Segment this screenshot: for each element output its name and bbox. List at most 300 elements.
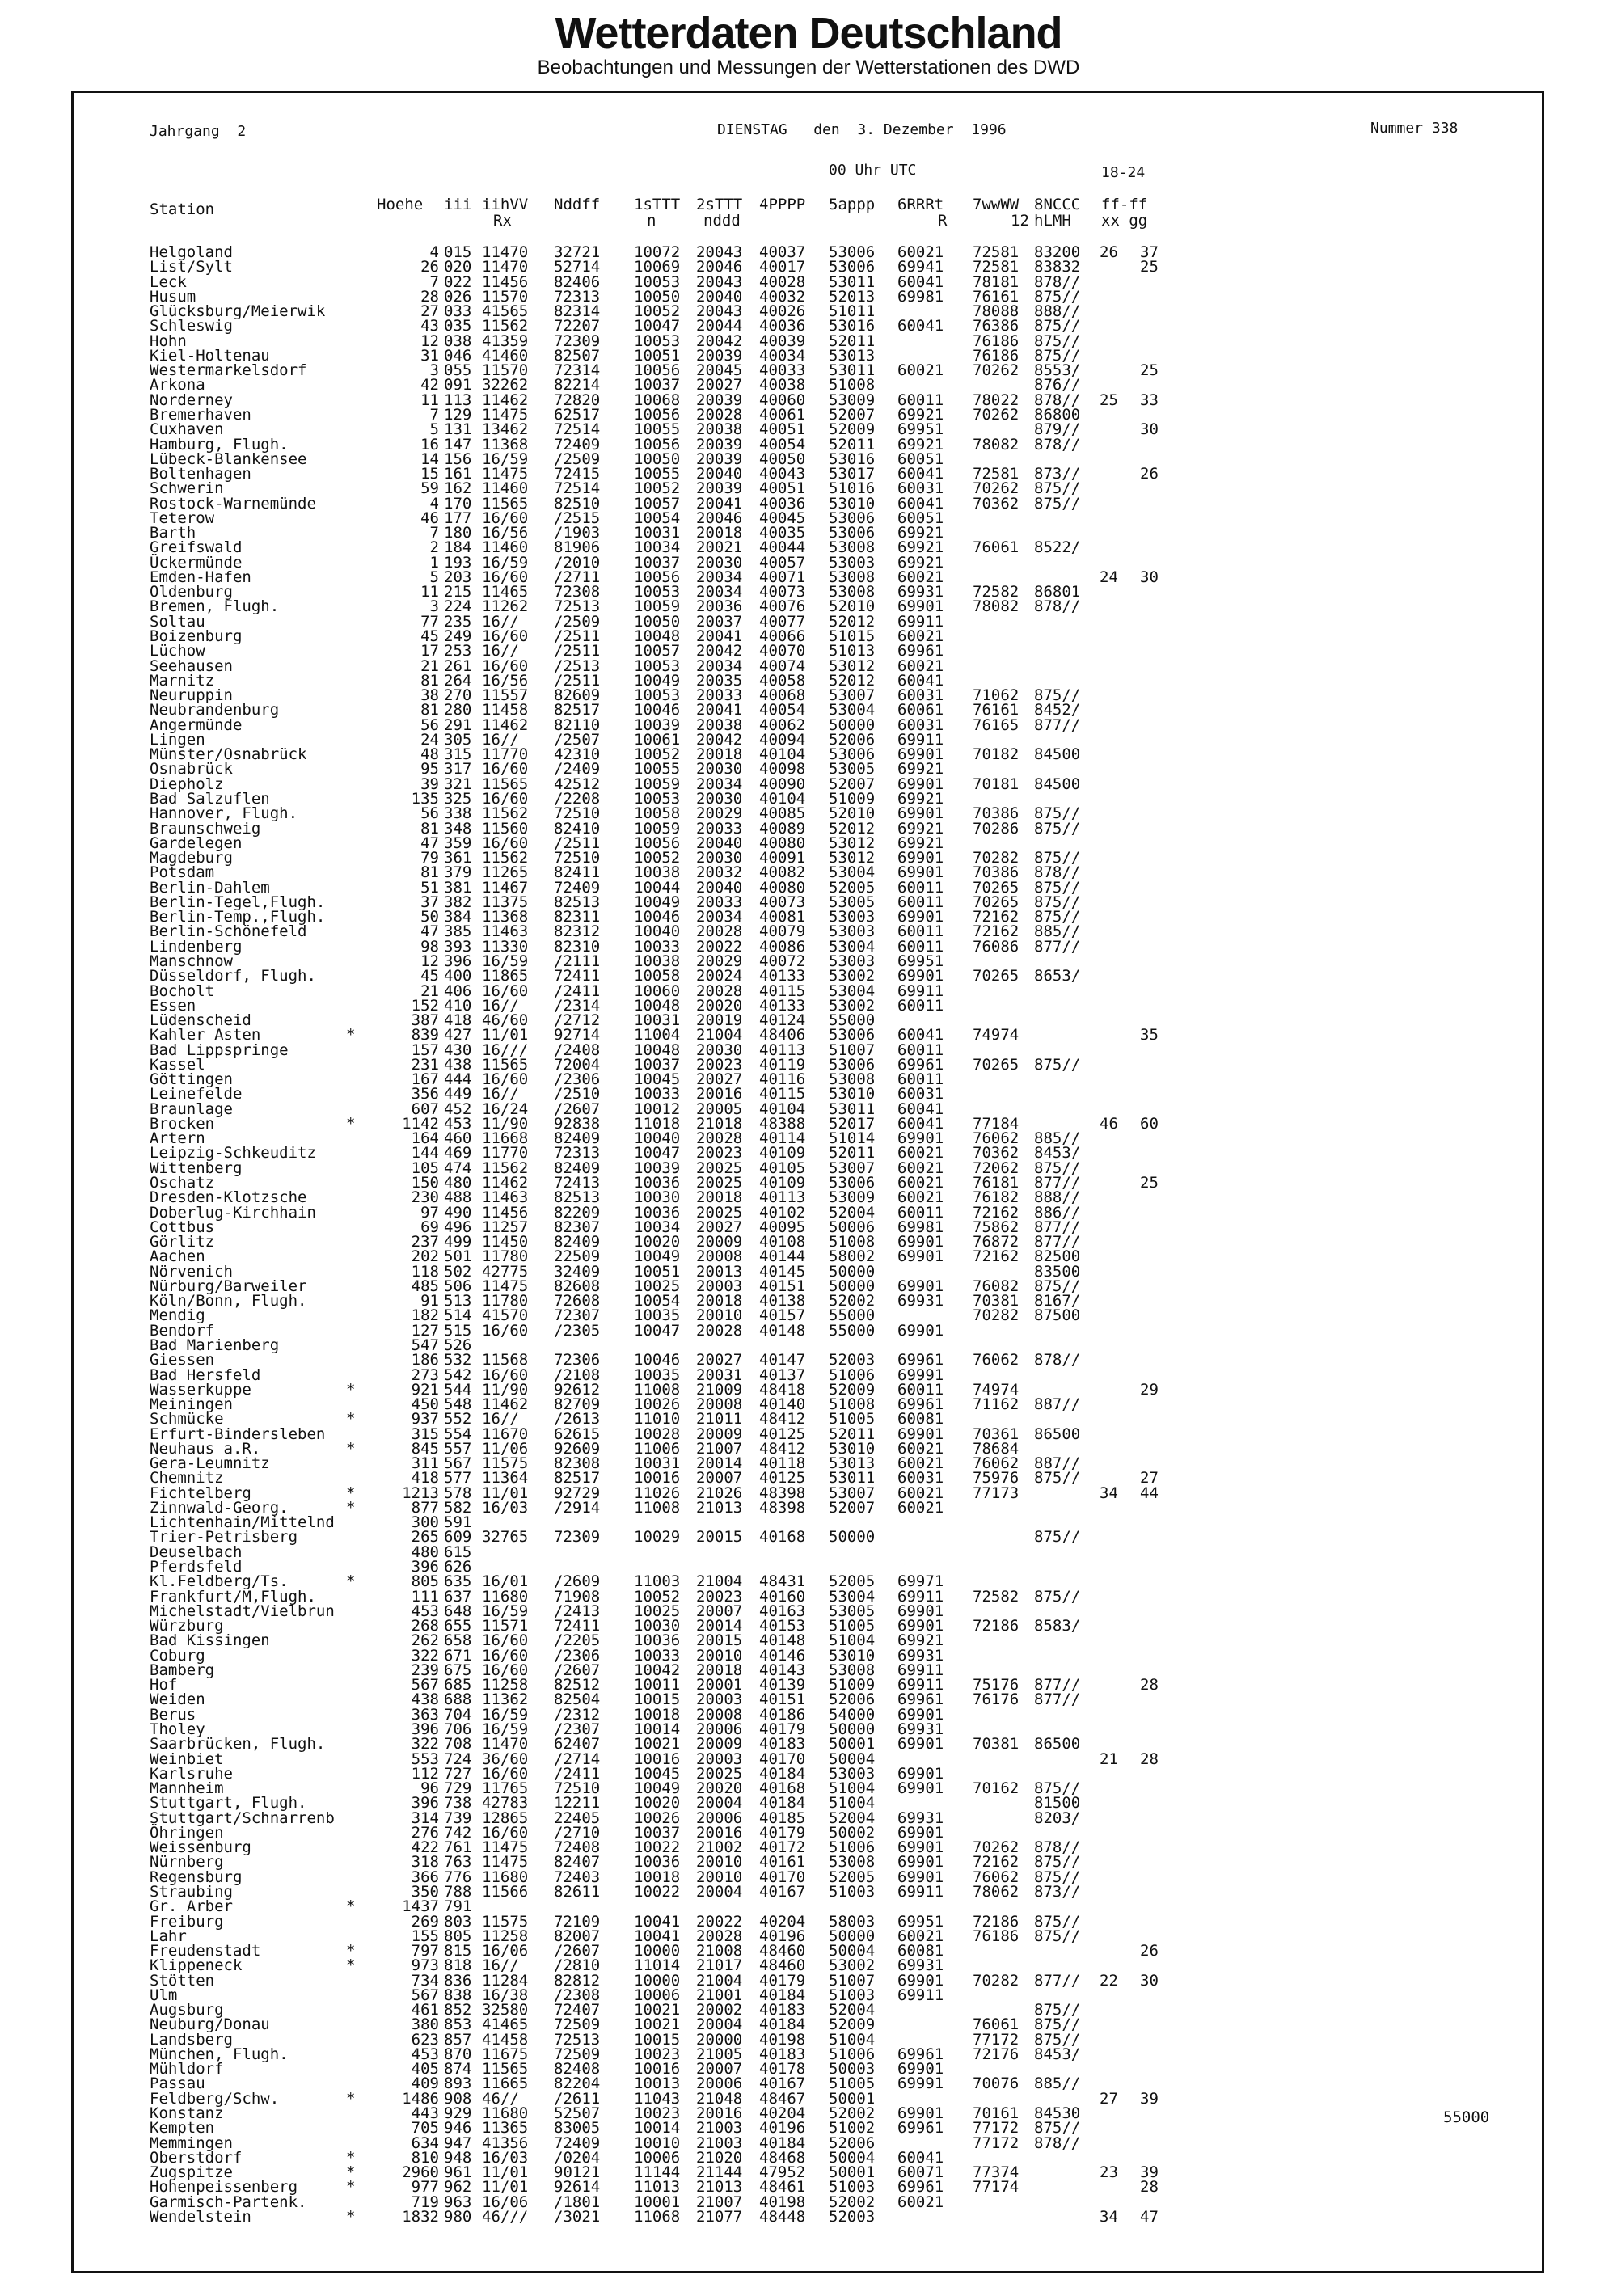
station-id: 706: [444, 1720, 472, 1738]
group-7wwww: 76165: [973, 715, 1020, 734]
col-iihvv: iihVV: [482, 196, 529, 213]
group-5appp: 53016: [829, 317, 876, 336]
group-8nccc: 875//: [1034, 1277, 1081, 1295]
group-iihvv: 11562: [482, 1159, 529, 1177]
group-5appp: 53010: [829, 1085, 876, 1104]
group-6rrrt: 69961: [897, 1351, 944, 1370]
group-4pppp: 40139: [759, 1676, 806, 1695]
group-1sttt: 10041: [634, 1912, 681, 1931]
group-7wwww: 70286: [973, 819, 1020, 838]
group-8nccc: 875//: [1034, 893, 1081, 911]
height: 24: [420, 730, 439, 749]
group-1sttt: 10050: [634, 612, 681, 631]
group-2sttt: 20018: [696, 524, 743, 542]
group-iihvv: 11362: [482, 1690, 529, 1709]
wind-gg: 29: [1140, 1380, 1159, 1399]
station-name: Straubing: [150, 1882, 233, 1901]
height: 839: [411, 1026, 439, 1045]
height: 567: [411, 1986, 439, 2004]
group-4pppp: 40034: [759, 346, 806, 365]
station-marker: *: [346, 2163, 356, 2182]
group-6rrrt: 60061: [897, 701, 944, 720]
group-4pppp: 40184: [759, 1794, 806, 1813]
group-1sttt: 10034: [634, 1218, 681, 1236]
station-name: Freudenstadt: [150, 1942, 261, 1960]
group-7wwww: 72582: [973, 1587, 1020, 1606]
station-name: Oschatz: [150, 1174, 215, 1192]
group-6rrrt: 69901: [897, 2060, 944, 2079]
group-1sttt: 10050: [634, 449, 681, 468]
station-id: 453: [444, 1114, 472, 1133]
wind-ff: 22: [1100, 1971, 1118, 1990]
station-name: Nörvenich: [150, 1262, 233, 1281]
group-nddff: /2413: [554, 1602, 601, 1620]
station-name: Gr. Arber: [150, 1897, 233, 1916]
group-6rrrt: 69961: [897, 2045, 944, 2063]
group-1sttt: 10037: [634, 1823, 681, 1842]
group-8nccc: 886//: [1034, 1203, 1081, 1222]
height: 262: [411, 1631, 439, 1650]
group-1sttt: 10014: [634, 1720, 681, 1738]
group-1sttt: 11043: [634, 2089, 681, 2108]
group-8nccc: 875//: [1034, 1469, 1081, 1488]
group-nddff: /2511: [554, 671, 601, 690]
station-marker: *: [346, 1484, 356, 1502]
group-2sttt: 21007: [696, 1439, 743, 1458]
group-8nccc: 8522/: [1034, 538, 1081, 557]
group-1sttt: 10034: [634, 538, 681, 557]
group-nddff: 82007: [554, 1927, 601, 1945]
station-id: 763: [444, 1853, 472, 1872]
group-iihvv: 11680: [482, 1587, 529, 1606]
group-nddff: 32721: [554, 243, 601, 261]
group-7wwww: 70182: [973, 745, 1020, 764]
group-6rrrt: 69901: [897, 804, 944, 823]
group-1sttt: 11014: [634, 1956, 681, 1975]
group-2sttt: 20023: [696, 1055, 743, 1074]
group-8nccc: 875//: [1034, 1587, 1081, 1606]
group-iihvv: 46/60: [482, 1011, 529, 1030]
height: 105: [411, 1159, 439, 1177]
height: 269: [411, 1912, 439, 1931]
group-1sttt: 10022: [634, 1882, 681, 1901]
station-name: Hannover, Flugh.: [150, 804, 298, 823]
group-7wwww: 77172: [973, 2030, 1020, 2049]
group-4pppp: 40043: [759, 465, 806, 483]
group-6rrrt: 69921: [897, 819, 944, 838]
group-8nccc: 877//: [1034, 937, 1081, 956]
height: 27: [420, 302, 439, 321]
group-1sttt: 10030: [634, 1188, 681, 1207]
group-2sttt: 20023: [696, 1144, 743, 1163]
group-7wwww: 77184: [973, 1114, 1020, 1133]
group-nddff: 72608: [554, 1292, 601, 1310]
group-nddff: /2613: [554, 1410, 601, 1429]
station-id: 502: [444, 1262, 472, 1281]
group-iihvv: 11462: [482, 715, 529, 734]
height: 12: [420, 331, 439, 350]
height: 409: [411, 2074, 439, 2093]
group-7wwww: 70181: [973, 774, 1020, 793]
group-iihvv: 16//: [482, 642, 519, 661]
group-5appp: 52017: [829, 1114, 876, 1133]
group-8nccc: 885//: [1034, 2074, 1081, 2093]
group-7wwww: 72162: [973, 1247, 1020, 1266]
group-6rrrt: 69931: [897, 1646, 944, 1665]
group-4pppp: 40068: [759, 686, 806, 705]
group-8nccc: 8553/: [1034, 361, 1081, 380]
station-id: 359: [444, 834, 472, 852]
group-1sttt: 10012: [634, 1099, 681, 1118]
group-7wwww: 77173: [973, 1484, 1020, 1502]
group-2sttt: 20003: [696, 1690, 743, 1709]
station-id: 655: [444, 1617, 472, 1635]
group-6rrrt: 69921: [897, 538, 944, 557]
station-name: Manschnow: [150, 952, 233, 970]
group-2sttt: 20028: [696, 1129, 743, 1148]
group-2sttt: 20005: [696, 1099, 743, 1118]
station-id: 129: [444, 405, 472, 424]
height: 443: [411, 2104, 439, 2123]
group-8nccc: 875//: [1034, 908, 1081, 926]
wind-ff: 26: [1100, 243, 1118, 261]
group-nddff: /2314: [554, 996, 601, 1015]
group-1sttt: 10050: [634, 287, 681, 306]
station-id: 026: [444, 287, 472, 306]
group-4pppp: 40113: [759, 1040, 806, 1059]
station-id: 685: [444, 1676, 472, 1695]
group-5appp: 50001: [829, 2089, 876, 2108]
height: 7: [429, 405, 439, 424]
height: 51: [420, 878, 439, 897]
group-iihvv: 11463: [482, 922, 529, 941]
group-5appp: 53016: [829, 449, 876, 468]
station-id: 870: [444, 2045, 472, 2063]
group-8nccc: 875//: [1034, 494, 1081, 513]
group-6rrrt: 69961: [897, 1055, 944, 1074]
station-name: Bad Marienberg: [150, 1336, 280, 1354]
group-5appp: 52007: [829, 405, 876, 424]
group-4pppp: 40119: [759, 1055, 806, 1074]
station-name: Trier-Petrisberg: [150, 1528, 298, 1547]
group-2sttt: 20044: [696, 317, 743, 336]
station-name: Chemnitz: [150, 1469, 224, 1488]
group-2sttt: 20030: [696, 789, 743, 808]
group-5appp: 53006: [829, 258, 876, 276]
group-iihvv: 11/01: [482, 1484, 529, 1502]
group-8nccc: 875//: [1034, 849, 1081, 867]
station-id: 035: [444, 317, 472, 336]
group-2sttt: 20003: [696, 1277, 743, 1295]
group-5appp: 51003: [829, 1986, 876, 2004]
group-1sttt: 10039: [634, 715, 681, 734]
group-8nccc: 875//: [1034, 1055, 1081, 1074]
group-4pppp: 40184: [759, 1986, 806, 2004]
group-5appp: 53010: [829, 1646, 876, 1665]
group-7wwww: 70381: [973, 1735, 1020, 1754]
group-4pppp: 48388: [759, 1114, 806, 1133]
group-1sttt: 10028: [634, 1424, 681, 1443]
group-4pppp: 40183: [759, 1735, 806, 1754]
group-iihvv: 42775: [482, 1262, 529, 1281]
group-2sttt: 20033: [696, 686, 743, 705]
station-id: 838: [444, 1986, 472, 2004]
station-id: 406: [444, 981, 472, 1000]
group-6rrrt: 69961: [897, 2119, 944, 2138]
group-2sttt: 20046: [696, 509, 743, 527]
group-nddff: 82608: [554, 1277, 601, 1295]
group-5appp: 53011: [829, 272, 876, 291]
group-5appp: 58002: [829, 1247, 876, 1266]
group-5appp: 53005: [829, 893, 876, 911]
group-7wwww: 70262: [973, 361, 1020, 380]
station-id: 963: [444, 2193, 472, 2211]
station-name: Artern: [150, 1129, 205, 1148]
station-id: 162: [444, 479, 472, 498]
station-name: Wasserkuppe: [150, 1380, 251, 1399]
station-id: 055: [444, 361, 472, 380]
group-4pppp: 40039: [759, 331, 806, 350]
height: 453: [411, 1602, 439, 1620]
group-iihvv: 11562: [482, 804, 529, 823]
col-7www-sub: 12: [1011, 212, 1029, 230]
group-8nccc: 8583/: [1034, 1617, 1081, 1635]
group-6rrrt: 69901: [897, 1602, 944, 1620]
station-name: Landsberg: [150, 2030, 233, 2049]
group-4pppp: 48412: [759, 1410, 806, 1429]
height: 810: [411, 2148, 439, 2167]
station-name: Giessen: [150, 1351, 215, 1370]
group-1sttt: 10030: [634, 1617, 681, 1635]
height: 155: [411, 1927, 439, 1945]
group-nddff: 72413: [554, 1174, 601, 1192]
height: 921: [411, 1380, 439, 1399]
group-4pppp: 40168: [759, 1528, 806, 1547]
station-id: 805: [444, 1927, 472, 1945]
group-5appp: 55000: [829, 1321, 876, 1340]
group-2sttt: 21048: [696, 2089, 743, 2108]
group-5appp: 52012: [829, 671, 876, 690]
station-name: Essen: [150, 996, 196, 1015]
station-id: 400: [444, 967, 472, 986]
group-2sttt: 21017: [696, 1956, 743, 1975]
height: 3: [429, 597, 439, 616]
station-name: Lahr: [150, 1927, 187, 1945]
group-2sttt: 20030: [696, 760, 743, 779]
group-4pppp: 48398: [759, 1498, 806, 1517]
group-iihvv: 11680: [482, 2104, 529, 2123]
group-4pppp: 40032: [759, 287, 806, 306]
station-id: 113: [444, 390, 472, 409]
group-8nccc: 878//: [1034, 863, 1081, 882]
height: 95: [420, 760, 439, 779]
group-6rrrt: 69901: [897, 967, 944, 986]
group-7wwww: 76186: [973, 331, 1020, 350]
station-name: Bremen, Flugh.: [150, 597, 280, 616]
group-2sttt: 20034: [696, 774, 743, 793]
group-2sttt: 20038: [696, 715, 743, 734]
group-iihvv: 16///: [482, 1040, 529, 1059]
height: 356: [411, 1085, 439, 1104]
height: 300: [411, 1513, 439, 1532]
group-5appp: 52012: [829, 819, 876, 838]
group-5appp: 51014: [829, 1129, 876, 1148]
group-5appp: 51008: [829, 1233, 876, 1251]
group-6rrrt: 60021: [897, 243, 944, 261]
height: 28: [420, 287, 439, 306]
group-4pppp: 40146: [759, 1646, 806, 1665]
group-6rrrt: 69931: [897, 583, 944, 601]
height: 31: [420, 346, 439, 365]
group-1sttt: 10048: [634, 996, 681, 1015]
group-2sttt: 20025: [696, 1159, 743, 1177]
group-iihvv: 11470: [482, 1735, 529, 1754]
group-5appp: 51006: [829, 1838, 876, 1857]
group-6rrrt: 60021: [897, 1144, 944, 1163]
group-iihvv: 11456: [482, 272, 529, 291]
group-nddff: 42512: [554, 774, 601, 793]
group-6rrrt: 69911: [897, 730, 944, 749]
group-4pppp: 48461: [759, 2178, 806, 2197]
group-5appp: 53011: [829, 1469, 876, 1488]
station-id: 474: [444, 1159, 472, 1177]
group-5appp: 53002: [829, 1956, 876, 1975]
group-5appp: 51013: [829, 642, 876, 661]
group-iihvv: 11262: [482, 597, 529, 616]
station-name: Boltenhagen: [150, 465, 251, 483]
group-5appp: 51005: [829, 2074, 876, 2093]
station-id: 637: [444, 1587, 472, 1606]
group-4pppp: 40044: [759, 538, 806, 557]
group-6rrrt: 69901: [897, 849, 944, 867]
group-nddff: /2607: [554, 1661, 601, 1679]
group-7wwww: 72162: [973, 922, 1020, 941]
group-5appp: 51004: [829, 1631, 876, 1650]
group-nddff: 82310: [554, 937, 601, 956]
group-6rrrt: 60051: [897, 509, 944, 527]
group-1sttt: 10072: [634, 243, 681, 261]
group-2sttt: 20028: [696, 922, 743, 941]
group-7wwww: 70282: [973, 1971, 1020, 1990]
group-1sttt: 10049: [634, 671, 681, 690]
group-2sttt: 20028: [696, 1321, 743, 1340]
station-name: Kassel: [150, 1055, 205, 1074]
station-id: 791: [444, 1897, 472, 1916]
group-iihvv: 11780: [482, 1247, 529, 1266]
station-id: 253: [444, 642, 472, 661]
group-5appp: 51004: [829, 1794, 876, 1813]
station-name: Pferdsfeld: [150, 1558, 243, 1576]
station-id: 170: [444, 494, 472, 513]
group-1sttt: 10056: [634, 405, 681, 424]
group-4pppp: 40058: [759, 671, 806, 690]
group-5appp: 53008: [829, 538, 876, 557]
group-nddff: 72509: [554, 2015, 601, 2034]
group-8nccc: 875//: [1034, 331, 1081, 350]
group-4pppp: 48467: [759, 2089, 806, 2108]
group-5appp: 52004: [829, 1203, 876, 1222]
station-id: 761: [444, 1838, 472, 1857]
height: 268: [411, 1617, 439, 1635]
group-2sttt: 21001: [696, 1986, 743, 2004]
group-5appp: 52005: [829, 878, 876, 897]
group-2sttt: 20010: [696, 1306, 743, 1325]
wind-ff: 46: [1100, 1114, 1118, 1133]
group-2sttt: 20043: [696, 243, 743, 261]
station-id: 948: [444, 2148, 472, 2167]
station-name: Hohenpeissenberg: [150, 2178, 298, 2197]
group-iihvv: 11460: [482, 538, 529, 557]
station-name: Marnitz: [150, 671, 215, 690]
station-name: Norderney: [150, 390, 233, 409]
group-1sttt: 10036: [634, 1203, 681, 1222]
group-4pppp: 40145: [759, 1262, 806, 1281]
group-6rrrt: 69901: [897, 1764, 944, 1783]
group-6rrrt: 69911: [897, 1676, 944, 1695]
group-iihvv: 11258: [482, 1927, 529, 1945]
group-1sttt: 10048: [634, 627, 681, 646]
group-6rrrt: 69991: [897, 2074, 944, 2093]
group-2sttt: 20038: [696, 420, 743, 439]
height: 977: [411, 2178, 439, 2197]
station-id: 452: [444, 1099, 472, 1118]
group-iihvv: 16//: [482, 996, 519, 1015]
col-2sttt: 2sTTT: [696, 196, 743, 213]
group-1sttt: 10045: [634, 1764, 681, 1783]
group-4pppp: 40185: [759, 1809, 806, 1827]
station-id: 427: [444, 1026, 472, 1045]
group-nddff: 82510: [554, 494, 601, 513]
height: 97: [420, 1203, 439, 1222]
group-2sttt: 21009: [696, 1380, 743, 1399]
group-4pppp: 40094: [759, 730, 806, 749]
group-nddff: 72411: [554, 967, 601, 986]
group-4pppp: 40076: [759, 597, 806, 616]
group-1sttt: 10006: [634, 2148, 681, 2167]
group-nddff: /2010: [554, 553, 601, 572]
group-1sttt: 11008: [634, 1380, 681, 1399]
group-2sttt: 21004: [696, 1026, 743, 1045]
station-id: 469: [444, 1144, 472, 1163]
group-2sttt: 20030: [696, 553, 743, 572]
group-1sttt: 10056: [634, 834, 681, 852]
group-iihvv: 16/59: [482, 952, 529, 970]
group-4pppp: 40116: [759, 1070, 806, 1089]
height: 157: [411, 1040, 439, 1059]
station-name: Zinnwald-Georg.: [150, 1498, 289, 1517]
group-7wwww: 77172: [973, 2134, 1020, 2152]
group-1sttt: 10033: [634, 1085, 681, 1104]
group-7wwww: 76161: [973, 701, 1020, 720]
group-iihvv: 11571: [482, 1617, 529, 1635]
group-nddff: /2607: [554, 1099, 601, 1118]
height: 230: [411, 1188, 439, 1207]
group-iihvv: 36/60: [482, 1749, 529, 1768]
group-nddff: 72409: [554, 878, 601, 897]
group-1sttt: 10026: [634, 1809, 681, 1827]
group-2sttt: 20010: [696, 1646, 743, 1665]
height: 186: [411, 1351, 439, 1370]
height: 3: [429, 361, 439, 380]
group-8nccc: 878//: [1034, 272, 1081, 291]
station-name: Arkona: [150, 376, 205, 395]
station-id: 635: [444, 1572, 472, 1591]
station-name: Bad Lippspringe: [150, 1040, 289, 1059]
height: 11: [420, 583, 439, 601]
group-6rrrt: 60031: [897, 479, 944, 498]
group-2sttt: 21018: [696, 1114, 743, 1133]
station-name: Tholey: [150, 1720, 205, 1738]
